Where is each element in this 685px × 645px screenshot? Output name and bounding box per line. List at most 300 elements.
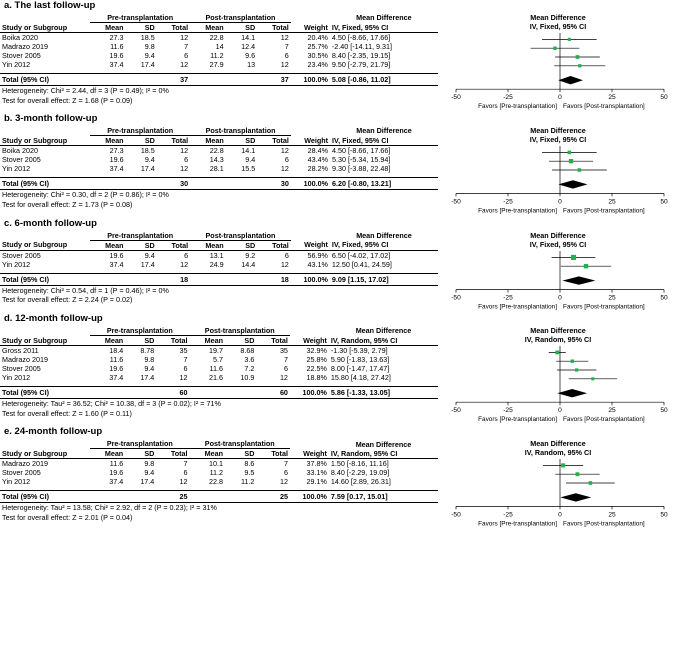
plot-title: Mean Difference [530,439,586,449]
forest-plot-svg [438,344,678,426]
col-weight: Weight [290,449,329,459]
col-post-mean: Mean [190,449,226,459]
overall-effect-text: Test for overall effect: Z = 1.60 (P = 0.11) [2,408,132,418]
col-pre-sd: SD [125,336,156,346]
table-row [0,373,438,382]
x-axis-tick-label: 0 [558,511,562,519]
pre-total: 6 [184,155,189,165]
blank-head [0,13,90,23]
study-name: Yin 2012 [2,373,31,383]
total-pre-total: 60 [156,387,189,399]
total-post-total: 25 [256,491,290,503]
total-post-mean [190,178,226,190]
post-total: 7 [283,459,288,469]
post-transplantation-group-header: Post-transplantation [190,439,290,449]
pre-transplantation-group-header: Pre-transplantation [90,13,190,23]
pre-total: 12 [180,60,189,69]
pre-total: 6 [183,364,188,374]
mean-difference-group-header: Mean Difference [356,13,412,23]
table-row [0,355,438,364]
forest-plot-svg [438,457,678,530]
x-axis-tick-label: -50 [451,294,461,302]
study-table-wrapper [0,439,438,522]
pre-total: 6 [184,51,189,60]
col-post-total: Total [257,23,291,33]
pre-transplantation-group-header: Pre-transplantation [90,231,190,241]
plot-model-label: IV, Random, 95% CI [524,448,592,458]
pre-mean: 27.3 [109,33,124,42]
pre-mean: 37.4 [109,60,124,69]
post-total: 12 [279,373,288,383]
x-axis-tick-label: 0 [558,294,562,302]
post-total: 6 [284,51,289,60]
pre-mean: 19.6 [109,155,124,165]
col-post-sd: SD [225,336,256,346]
total-label: Total (95% CI) [0,74,90,86]
study-name: Stover 2005 [2,468,41,478]
table-row [0,42,438,51]
pre-total: 35 [179,346,188,356]
table-row [0,250,438,260]
plot-title: Mean Difference [530,326,586,336]
pre-mean: 37.4 [109,259,124,269]
plot-model-label: IV, Fixed, 95% CI [529,135,587,145]
blank-weight-head [291,231,330,241]
panel-body [0,439,685,530]
total-post-mean [190,273,226,285]
col-weight: Weight [291,240,330,250]
weight: 28.2% [307,164,329,174]
total-post-sd [225,387,256,399]
post-transplantation-group-header: Post-transplantation [190,13,291,23]
plot-model-label: IV, Random, 95% CI [524,335,592,345]
col-study: Study or Subgroup [0,23,90,33]
total-post-sd [225,491,256,503]
post-sd: 9.2 [245,250,256,260]
panel-title: b. 3-month follow-up [4,113,98,125]
forest-plot [438,439,678,530]
column-header-row [0,449,438,459]
study-effect-marker [571,254,576,259]
total-weight: 100.0% [291,178,330,190]
forest-plot [438,231,678,314]
study-table [0,326,438,399]
heterogeneity-text: Heterogeneity: Chi² = 2.44, df = 3 (P = 0.49); I² = 0% [2,86,169,95]
x-axis-tick-label: 50 [660,294,668,302]
forest-plot [438,326,678,426]
col-mean-difference-ci: IV, Random, 95% CI [329,336,438,346]
pre-total: 12 [180,146,189,156]
study-name: Stover 2005 [2,51,41,60]
summary-diamond [560,494,591,502]
forest-panel [0,426,685,530]
mean-difference-group-header: Mean Difference [355,326,412,336]
plot-title: Mean Difference [530,13,586,22]
heterogeneity-text: Heterogeneity: Tau² = 36.52; Chi² = 10.38, df = 3 (P = 0.02); I² = 71% [2,399,221,409]
study-table [0,231,438,286]
total-pre-sd [126,178,157,190]
total-post-mean [190,387,225,399]
post-transplantation-group-header: Post-transplantation [190,126,291,136]
total-weight: 100.0% [291,74,330,86]
summary-diamond [558,76,583,84]
post-total: 12 [280,146,289,156]
x-axis-tick-label: 25 [608,511,616,519]
post-transplantation-group-header: Post-transplantation [190,231,291,241]
total-label: Total (95% CI) [0,491,90,503]
x-axis-tick-label: 50 [660,198,668,206]
post-transplantation-group-header: Post-transplantation [190,326,290,336]
post-mean: 11.2 [210,51,224,60]
post-mean: 22.8 [209,477,224,487]
mean-difference-ci: -2.40 [-14.11, 9.31] [331,42,393,51]
pre-transplantation-group-header: Pre-transplantation [90,126,190,136]
blank-weight-head [291,126,330,136]
blank-head [0,439,90,449]
col-post-sd: SD [226,136,258,146]
overall-effect-text: Test for overall effect: Z = 1.73 (P = 0.08) [2,199,133,209]
plot-model-label: IV, Fixed, 95% CI [529,22,587,31]
blank-weight-head [291,13,330,23]
weight: 28.4% [307,146,329,156]
panel-body [0,126,685,217]
col-pre-sd: SD [126,136,157,146]
col-pre-total: Total [157,136,190,146]
study-effect-marker [584,264,588,268]
post-mean: 21.6 [209,373,224,383]
pre-sd: 9.8 [144,355,155,365]
post-total: 6 [283,364,288,374]
post-sd: 9.4 [245,155,256,165]
study-effect-marker [568,151,572,155]
total-pre-mean [90,491,125,503]
mean-difference-group-header: Mean Difference [356,230,412,240]
column-header-row [0,336,438,346]
forest-plot [438,126,678,217]
col-post-total: Total [256,336,290,346]
post-sd: 13 [247,60,256,69]
total-pre-mean [90,387,125,399]
x-axis-tick-label: 50 [660,94,668,102]
col-pre-mean: Mean [90,336,125,346]
group-header-row [0,126,438,136]
post-sd: 11.2 [240,477,255,487]
study-name: Yin 2012 [2,477,31,487]
plot-model-label: IV, Fixed, 95% CI [529,239,587,249]
study-table [0,126,438,190]
col-weight: Weight [291,136,330,146]
x-axis-tick-label: -25 [503,407,513,415]
post-mean: 14.3 [209,155,224,165]
post-mean: 11.2 [209,468,224,478]
table-row [0,60,438,69]
pre-total: 7 [184,42,189,51]
mean-difference-ci: -1.30 [-5.39, 2.79] [330,346,388,356]
table-row [0,459,438,469]
total-weight: 100.0% [290,387,329,399]
study-effect-marker [591,377,594,380]
mean-difference-ci: 4.50 [-8.66, 17.66] [332,146,391,156]
post-total: 35 [279,346,288,356]
panel-title: c. 6-month follow-up [4,217,97,229]
favors-right-label: Favors [Post-transplantation] [563,520,645,528]
plot-header [438,126,678,144]
post-mean: 14 [215,42,224,51]
x-axis-tick-label: 0 [558,407,562,415]
pre-sd: 17.4 [140,477,155,487]
post-total: 12 [280,33,289,42]
study-effect-marker [571,360,574,363]
favors-left-label: Favors [Pre-transplantation] [478,103,557,111]
study-name: Stover 2005 [2,155,41,165]
post-mean: 13.1 [209,250,224,260]
x-axis-tick-label: -50 [451,407,461,415]
mean-difference-ci: 8.40 [-2.29, 19.09] [330,468,390,478]
heterogeneity-text: Heterogeneity: Tau² = 13.58; Chi² = 2.92, df = 2 (P = 0.23); I² = 31% [2,503,217,513]
weight: 37.8% [306,459,327,469]
pre-mean: 11.6 [109,355,124,365]
x-axis-tick-label: -50 [451,198,461,206]
post-mean: 10.1 [209,459,224,469]
pre-sd: 9.4 [144,468,155,478]
mean-difference-group-header: Mean Difference [356,126,412,136]
post-total: 12 [280,60,289,69]
weight: 56.9% [307,250,328,260]
table-row [0,364,438,373]
total-post-mean [190,491,226,503]
x-axis-tick-label: -25 [503,198,513,206]
column-header-row [0,136,438,146]
pre-mean: 19.6 [109,51,124,60]
pre-sd: 17.4 [140,164,155,174]
post-sd: 7.2 [244,364,255,374]
col-mean-difference-ci: IV, Random, 95% CI [329,449,438,459]
col-mean-difference-ci: IV, Fixed, 95% CI [330,23,438,33]
pre-total: 12 [180,259,189,269]
plot-header [438,231,678,249]
study-name: Stover 2005 [2,364,41,374]
pre-mean: 27.3 [109,146,124,156]
post-total: 6 [284,155,289,165]
study-name: Yin 2012 [2,259,31,269]
column-header-row [0,23,438,33]
pre-sd: 9.4 [144,250,155,260]
plot-title: Mean Difference [530,230,586,240]
col-post-sd: SD [225,449,256,459]
post-total: 6 [284,250,289,260]
weight: 25.7% [307,42,328,51]
plot-header [438,326,678,344]
study-name: Yin 2012 [2,60,31,69]
col-pre-mean: Mean [90,449,125,459]
weight: 18.8% [306,373,327,383]
pre-sd: 9.4 [144,155,155,165]
col-study: Study or Subgroup [0,449,90,459]
favors-right-label: Favors [Post-transplantation] [563,103,645,111]
table-row [0,33,438,43]
post-mean: 24.9 [209,259,224,269]
col-mean-difference-ci: IV, Fixed, 95% CI [330,240,438,250]
total-label: Total (95% CI) [0,387,90,399]
mean-difference-ci: 9.30 [-3.88, 22.48] [332,164,391,174]
study-effect-marker [575,369,578,372]
study-name: Stover 2005 [2,250,41,260]
study-effect-marker [553,46,556,49]
pre-transplantation-group-header: Pre-transplantation [90,326,190,336]
total-row [0,491,438,503]
study-effect-marker [576,55,580,59]
blank-weight-head [290,326,329,336]
study-effect-marker [569,159,573,163]
plot-header [438,13,678,31]
pre-sd: 18.5 [140,33,155,42]
heterogeneity-text: Heterogeneity: Chi² = 0.54, df = 1 (P = 0.46); I² = 0% [2,285,169,295]
post-total: 6 [283,468,288,478]
pre-sd: 9.8 [144,459,155,469]
x-axis-tick-label: 50 [660,407,668,415]
x-axis-tick-label: 50 [660,511,668,519]
post-sd: 9.5 [244,468,255,478]
col-post-mean: Mean [190,336,225,346]
total-label: Total (95% CI) [0,178,90,190]
pre-total: 7 [183,459,188,469]
favors-left-label: Favors [Pre-transplantation] [478,416,557,424]
col-post-total: Total [256,449,290,459]
mean-difference-ci: 14.60 [2.89, 26.31] [330,477,391,487]
forest-plot-svg [438,144,678,217]
col-study: Study or Subgroup [0,336,90,346]
panel-body [0,231,685,314]
group-header-row [0,231,438,241]
panel-title: a. The last follow-up [4,0,96,11]
pre-sd: 9.4 [144,51,155,60]
post-sd: 8.68 [240,346,255,356]
x-axis-tick-label: -50 [451,511,461,519]
pre-sd: 17.4 [140,60,155,69]
post-sd: 10.9 [240,373,255,383]
total-mean-difference-ci: 6.20 [-0.80, 13.21] [330,178,438,190]
column-header-row [0,240,438,250]
total-pre-sd [126,74,157,86]
study-name: Boika 2020 [2,33,38,42]
study-effect-marker [568,38,571,41]
pre-transplantation-group-header: Pre-transplantation [90,439,190,449]
weight: 23.4% [307,60,328,69]
pre-mean: 18.4 [109,346,124,356]
total-row [0,387,438,399]
table-row [0,155,438,164]
forest-panel [0,218,685,314]
forest-panel [0,313,685,426]
post-sd: 12.4 [241,42,256,51]
col-pre-sd: SD [126,240,157,250]
total-post-mean [190,74,226,86]
post-sd: 8.6 [244,459,255,469]
blank-head [0,326,90,336]
col-pre-total: Total [156,336,189,346]
col-pre-total: Total [157,240,190,250]
table-row [0,164,438,173]
total-mean-difference-ci: 5.08 [-0.86, 11.02] [330,74,438,86]
study-effect-marker [578,168,582,172]
total-weight: 100.0% [291,273,330,285]
pre-sd: 9.8 [144,42,155,51]
pre-sd: 8.78 [140,346,155,356]
forest-plot-svg [438,31,678,113]
total-row [0,273,438,285]
study-effect-marker [555,351,559,355]
blank-weight-head [290,439,329,449]
total-post-sd [226,273,258,285]
col-pre-mean: Mean [90,23,125,33]
col-weight: Weight [290,336,329,346]
col-study: Study or Subgroup [0,136,90,146]
post-total: 7 [283,355,288,365]
favors-left-label: Favors [Pre-transplantation] [478,207,557,215]
col-post-sd: SD [226,23,258,33]
pre-sd: 17.4 [140,259,155,269]
panel-body [0,326,685,426]
mean-difference-ci: 5.30 [-5.34, 15.94] [332,155,391,165]
col-post-sd: SD [226,240,258,250]
post-mean: 22.8 [209,146,224,156]
pre-mean: 37.4 [109,164,124,174]
post-total: 12 [280,164,289,174]
table-row [0,346,438,356]
col-mean-difference-ci: IV, Fixed, 95% CI [330,136,438,146]
total-pre-total: 37 [157,74,190,86]
total-row [0,74,438,86]
total-row [0,178,438,190]
total-post-sd [226,74,258,86]
total-mean-difference-ci: 7.59 [0.17, 15.01] [329,491,438,503]
study-table [0,13,438,86]
study-table [0,439,438,503]
summary-diamond [557,389,587,397]
pre-sd: 9.4 [144,364,155,374]
heterogeneity-text: Heterogeneity: Chi² = 0.30, df = 2 (P = 0.86); I² = 0% [2,190,169,200]
study-effect-marker [576,473,580,477]
total-weight: 100.0% [290,491,329,503]
post-mean: 19.7 [209,346,224,356]
total-post-total: 30 [257,178,291,190]
weight: 30.5% [307,51,328,60]
total-post-total: 37 [257,74,291,86]
table-row [0,468,438,477]
col-pre-sd: SD [126,23,157,33]
pre-sd: 18.5 [140,146,155,156]
overall-effect-text: Test for overall effect: Z = 2.24 (P = 0.02) [2,295,133,305]
mean-difference-ci: 6.50 [-4.02, 17.02] [331,250,391,260]
post-mean: 11.6 [209,364,224,374]
pre-mean: 11.6 [110,42,124,51]
total-pre-total: 25 [156,491,189,503]
post-total: 12 [279,477,288,487]
total-label: Total (95% CI) [0,273,90,285]
post-sd: 14.1 [241,33,256,42]
x-axis-tick-label: -25 [503,94,513,102]
total-pre-mean [90,74,125,86]
pre-mean: 19.6 [109,468,124,478]
summary-diamond [562,276,595,284]
pre-mean: 37.4 [109,477,124,487]
total-post-total: 60 [256,387,290,399]
mean-difference-ci: 5.90 [-1.83, 13.63] [330,355,390,365]
study-name: Madrazo 2019 [2,459,48,469]
blank-head [0,231,90,241]
mean-difference-ci: 15.80 [4.18, 27.42] [330,373,391,383]
study-table-wrapper [0,126,438,209]
